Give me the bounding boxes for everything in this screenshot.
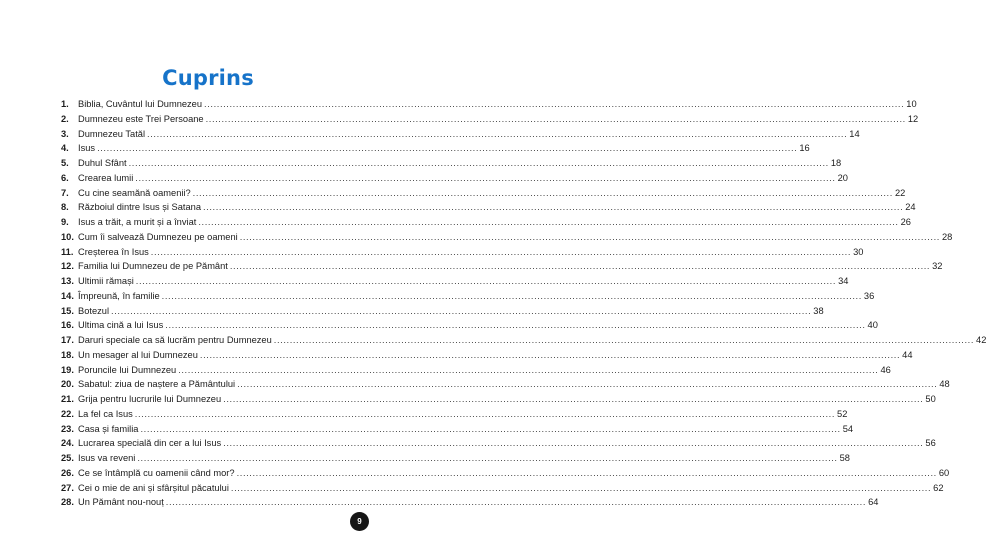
dot-leader: ............................................................................................................................................................................................................................ [205,113,906,124]
toc-entry[interactable] [61,363,891,378]
toc-entry-title: Isus va reveni [78,453,136,463]
toc-entry[interactable] [61,230,953,245]
toc-entry-title: Sabatul: ziua de naștere a Pământului [78,379,236,390]
toc-entry-number: 14. [61,290,74,301]
toc-entry-number: 3. [61,128,69,139]
toc-entry-title: Cu cine seamănă oamenii? [78,187,191,198]
dot-leader: ............................................................................................................................................................................................................................ [203,202,904,213]
dot-leader: ............................................................................................................................................................................................................................ [204,99,905,109]
toc-entry-number: 17. [61,335,74,345]
toc-entry-title: Grija pentru lucrurile lui Dumnezeu [78,394,222,404]
toc-entry-number: 22. [61,408,74,419]
toc-entry-title: Ultima cină a lui Isus [78,320,164,331]
toc-entry-title: Împreună, în familie [78,290,160,301]
toc-entry-page: 62 [933,482,944,493]
toc-entry-title: Botezul [78,305,110,316]
dot-leader: ............................................................................................................................................................................................................................ [137,453,838,463]
toc-entry-number: 11. [61,246,74,257]
toc-entry-number: 26. [61,467,74,478]
toc-entry-page: 34 [838,276,849,286]
toc-entry-number: 25. [61,453,74,463]
toc-entry-title: Daruri speciale ca să lucrăm pentru Dumnezeu [78,335,272,345]
dot-leader: ............................................................................................................................................................................................................................ [236,467,937,478]
toc-entry[interactable] [61,304,824,319]
toc-entry[interactable] [61,156,842,171]
toc-entry-number: 5. [61,158,69,168]
dot-leader: ............................................................................................................................................................................................................................ [198,217,899,227]
toc-entry-number: 20. [61,379,74,390]
dot-leader: ............................................................................................................................................................................................................................ [165,497,867,508]
dot-leader: ............................................................................................................................................................................................................................ [199,349,901,360]
toc-entry-title: Dumnezeu este Trei Persoane [78,113,204,124]
dot-leader: ............................................................................................................................................................................................................................ [97,143,798,154]
toc-entry[interactable] [61,112,919,127]
toc-entry-number: 21. [61,394,74,404]
toc-entry-title: Cum îi salvează Dumnezeu pe oameni [78,231,238,242]
toc-entry-number: 19. [61,364,74,375]
toc-entry-title: Isus [78,143,96,154]
toc-entry[interactable] [61,392,936,407]
toc-entry[interactable] [61,495,879,510]
toc-entry[interactable] [61,259,943,274]
toc-entry[interactable] [61,289,875,304]
toc-entry-page: 12 [907,113,919,124]
toc-entry-title: Creșterea în Isus [78,246,149,257]
dot-leader: ............................................................................................................................................................................................................................ [223,438,924,449]
toc-entry-number: 4. [61,143,69,154]
toc-entry-page: 22 [894,187,906,198]
toc-entry-number: 23. [61,423,74,434]
toc-entry[interactable] [61,481,944,496]
toc-entry-page: 58 [839,453,850,463]
toc-entry-page: 30 [853,246,864,257]
toc-entry-page: 54 [842,423,854,434]
toc-entry[interactable] [61,97,917,112]
toc-entry-page: 64 [868,497,879,508]
toc-entry[interactable] [61,318,878,333]
toc-entry[interactable] [61,333,986,348]
toc-entry-page: 10 [906,99,917,109]
toc-entry-title: Ce se întâmplă cu oamenii când mor? [78,467,235,478]
dot-leader: ............................................................................................................................................................................................................................ [150,246,852,257]
toc-entry[interactable] [61,436,936,451]
toc-entry-page: 16 [799,143,810,154]
toc-entry-page: 44 [902,349,913,360]
toc-entry-page: 32 [932,261,943,272]
toc-entry-page: 26 [900,217,911,227]
dot-leader: ............................................................................................................................................................................................................................ [229,261,931,272]
toc-entry[interactable] [61,141,810,156]
dot-leader: ............................................................................................................................................................................................................................ [161,290,862,301]
dot-leader: ............................................................................................................................................................................................................................ [128,158,829,168]
toc-entry-title: Poruncile lui Dumnezeu [78,364,177,375]
toc-entry[interactable] [61,422,854,437]
toc-entry-title: Războiul dintre Isus și Satana [78,202,201,213]
dot-leader: ............................................................................................................................................................................................................................ [140,423,841,434]
toc-entry-title: Crearea lumii [78,172,134,183]
toc-entry[interactable] [61,200,916,215]
toc-entry-number: 16. [61,320,74,331]
toc-entry-title: La fel ca Isus [78,408,133,419]
toc-entry[interactable] [61,466,950,481]
dot-leader: ............................................................................................................................................................................................................................ [134,408,836,419]
toc-entry-number: 1. [61,99,69,109]
toc-entry-title: Familia lui Dumnezeu de pe Pământ [78,261,228,272]
toc-entry[interactable] [61,127,860,142]
toc-entry-title: Cei o mie de ani și sfârșitul păcatului [78,482,229,493]
dot-leader: ............................................................................................................................................................................................................................ [223,394,924,404]
toc-entry[interactable] [61,245,864,260]
toc-entry-number: 27. [61,482,74,493]
dot-leader: ............................................................................................................................................................................................................................ [230,482,932,493]
dot-leader: ............................................................................................................................................................................................................................ [273,335,975,345]
toc-entry-page: 40 [867,320,878,331]
toc-entry-page: 36 [863,290,875,301]
toc-entry-title: Casa și familia [78,423,139,434]
toc-entry[interactable] [61,407,848,422]
toc-entry-title: Dumnezeu Tatăl [78,128,146,139]
table-of-contents [61,97,986,510]
dot-leader: ............................................................................................................................................................................................................................ [178,364,879,375]
toc-entry-title: Isus a trăit, a murit și a înviat [78,217,197,227]
toc-entry-page: 20 [837,172,848,183]
toc-entry-title: Duhul Sfânt [78,158,127,168]
toc-entry-page: 28 [941,231,953,242]
toc-entry-number: 15. [61,305,74,316]
toc-entry-number: 2. [61,113,69,124]
toc-entry-number: 9. [61,217,69,227]
toc-entry-page: 18 [830,158,842,168]
toc-entry[interactable] [61,377,950,392]
toc-entry-page: 50 [925,394,936,404]
toc-entry-number: 7. [61,187,69,198]
toc-entry[interactable] [61,215,911,230]
toc-entry-page: 52 [837,408,848,419]
toc-entry-page: 14 [849,128,860,139]
toc-entry[interactable] [61,274,849,289]
toc-entry-number: 28. [61,497,74,508]
toc-entry-page: 24 [905,202,916,213]
toc-entry-title: Lucrarea specială din cer a lui Isus [78,438,222,449]
toc-entry[interactable] [61,171,848,186]
toc-entry[interactable] [61,186,906,201]
toc-entry-number: 12. [61,261,74,272]
dot-leader: ............................................................................................................................................................................................................................ [135,276,837,286]
page-title: Cuprins [162,66,254,90]
page-number-badge: 9 [350,512,369,531]
toc-entry-page: 56 [925,438,936,449]
toc-entry-page: 60 [938,467,950,478]
dot-leader: ............................................................................................................................................................................................................................ [111,305,812,316]
dot-leader: ............................................................................................................................................................................................................................ [237,379,938,390]
toc-entry-number: 24. [61,438,74,449]
toc-entry[interactable] [61,348,913,363]
toc-entry-number: 10. [61,231,74,242]
toc-entry-title: Un Pământ nou-nouț [78,497,164,508]
dot-leader: ............................................................................................................................................................................................................................ [165,320,866,331]
toc-entry-page: 38 [813,305,824,316]
toc-entry[interactable] [61,451,850,466]
dot-leader: ............................................................................................................................................................................................................................ [135,172,836,183]
toc-entry-number: 13. [61,276,74,286]
toc-entry-number: 18. [61,349,74,360]
toc-entry-number: 6. [61,172,69,183]
toc-entry-page: 48 [939,379,950,390]
toc-entry-page: 46 [880,364,891,375]
dot-leader: ............................................................................................................................................................................................................................ [192,187,893,198]
toc-entry-title: Un mesager al lui Dumnezeu [78,349,198,360]
toc-entry-title: Biblia, Cuvântul lui Dumnezeu [78,99,203,109]
toc-entry-number: 8. [61,202,69,213]
toc-entry-page: 42 [976,335,986,345]
dot-leader: ............................................................................................................................................................................................................................ [147,128,848,139]
toc-entry-title: Ultimii rămași [78,276,134,286]
dot-leader: ............................................................................................................................................................................................................................ [239,231,940,242]
